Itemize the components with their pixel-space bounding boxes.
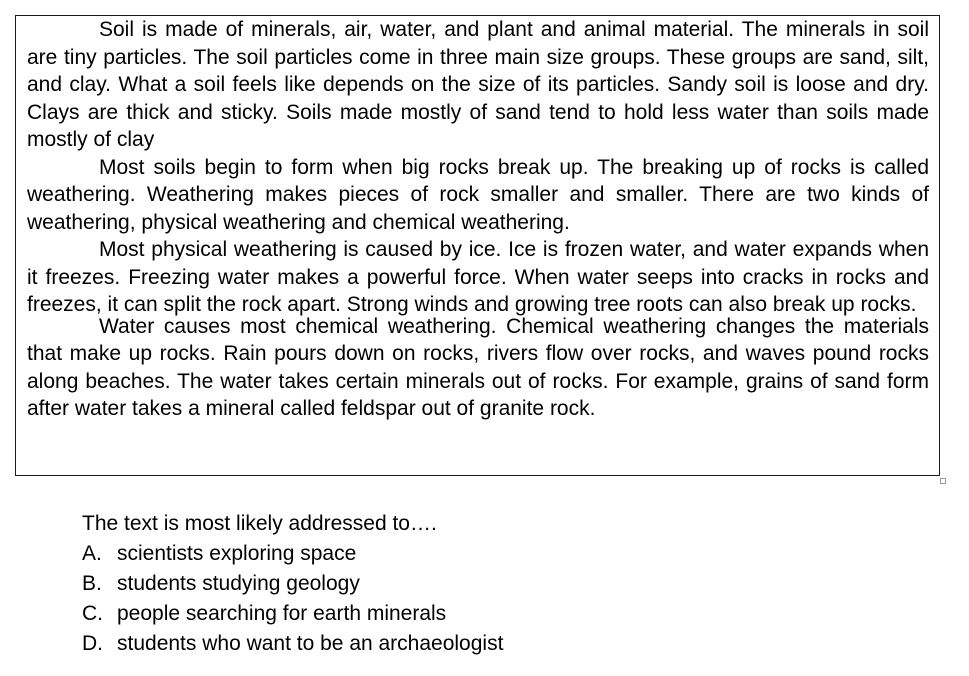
option-letter: A. — [82, 542, 102, 565]
text-box-resize-handle[interactable] — [940, 478, 946, 484]
question-stem: The text is most likely addressed to…. — [82, 512, 437, 535]
passage-text-box — [15, 15, 940, 476]
option-letter: D. — [82, 632, 103, 655]
passage-paragraph-3: Most physical weathering is caused by ice. Ice is frozen water, and water expands when it freezes. Freezing water makes a powerful force. When water seeps into cracks in rocks and freezes, it can split the rock apart. Strong winds and growing tree roots can also break up rocks. — [27, 238, 929, 316]
answer-option-b[interactable] — [82, 569, 902, 599]
option-letter: C. — [82, 602, 103, 625]
passage-paragraph-2: Most soils begin to form when big rocks break up. The breaking up of rocks is called weathering. Weathering makes pieces of rock smaller and smaller. There are two kinds of weathering, physical weathering and chemical weathering. — [27, 155, 929, 234]
passage-paragraph-4: Water causes most chemical weathering. Chemical weathering changes the materials that make up rocks. Rain pours down on rocks, rivers flow over rocks, and waves pound rocks along beaches. The water takes certain minerals out of rocks. For example, grains of sand form after water takes a mineral called feldspar out of granite rock. — [27, 314, 929, 420]
option-text: scientists exploring space — [117, 542, 357, 565]
option-text: students who want to be an archaeologist — [117, 632, 504, 655]
answer-options — [82, 539, 902, 659]
passage-paragraph-1: Soil is made of minerals, air, water, and plant and animal material. The minerals in soil are tiny particles. The soil particles come in three main size groups. These groups are sand, silt, and clay. What a soil feels like depends on the size of its particles. Sandy soil is loose and dry. Clays are thick and sticky. Soils made mostly of sand tend to hold less water than soils made mostly of clay — [27, 18, 929, 151]
answer-option-c[interactable] — [82, 599, 902, 629]
answer-option-d[interactable] — [82, 629, 902, 659]
passage-body — [27, 16, 929, 423]
option-text: students studying geology — [117, 572, 360, 595]
question-block — [82, 509, 902, 659]
option-text: people searching for earth minerals — [117, 602, 447, 625]
answer-option-a[interactable] — [82, 539, 902, 569]
option-letter: B. — [82, 572, 102, 595]
